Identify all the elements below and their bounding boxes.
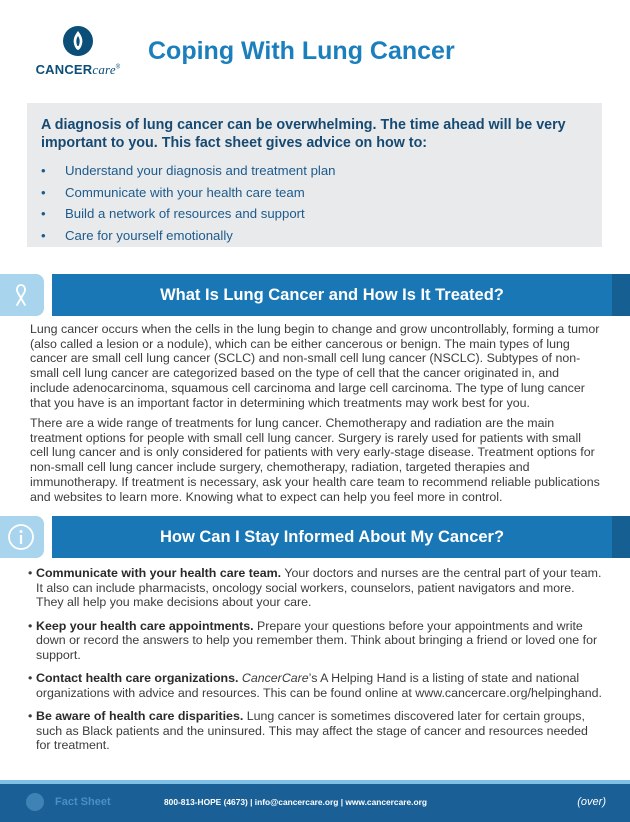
section-heading: How Can I Stay Informed About My Cancer? xyxy=(159,528,505,546)
tips-list xyxy=(28,566,604,761)
info-icon xyxy=(0,516,44,558)
page-title: Coping With Lung Cancer xyxy=(148,37,455,65)
footer-contact: 800-813-HOPE (4673) | info@cancercare.org | www.cancercare.org xyxy=(164,797,427,807)
footer-label: Fact Sheet xyxy=(55,796,111,808)
paragraph: Lung cancer occurs when the cells in the lung begin to change and grow uncontrollably, forming a tumor (also called a lesion or a nodule), which can be either cancerous or benign. The main types of lung cancer are small cell lung cancer (SCLC) and non-small cell lung cancer (NSCLC). Subtypes of non-small cell lung cancer are categorized based on the type of cell that the cancer originated in, and include adenocarcinoma, squamous cell carcinoma and large cell carcinoma. The type of lung cancer that you have is an important factor in determining which treatments may work best for you. xyxy=(30,322,600,410)
ribbon-icon xyxy=(0,274,44,316)
list-item: • Contact health care organizations. CancerCare’s A Helping Hand is a listing of state and national organizations with advice and resources. This can be found online at www.cancercare.org/helpinghand. xyxy=(28,671,604,700)
list-item: • Communicate with your health care team xyxy=(41,182,588,204)
section-header-lung-cancer xyxy=(0,274,630,316)
footer xyxy=(0,780,630,822)
fact-sheet-icon xyxy=(26,793,44,811)
list-item: • Be aware of health care disparities. Lung cancer is sometimes discovered later for certain groups, such as Black patients and the uninsured. This may affect the stage of cancer and resources needed for treatment. xyxy=(28,709,604,753)
list-item: • Understand your diagnosis and treatment plan xyxy=(41,160,588,182)
cancercare-logo xyxy=(26,26,130,78)
section-heading: What Is Lung Cancer and How Is It Treated? xyxy=(160,286,504,304)
section-band xyxy=(52,274,630,316)
list-item: • Care for yourself emotionally xyxy=(41,225,588,247)
logo-wordmark: CANCERcare® xyxy=(35,62,121,77)
list-item: • Communicate with your health care team. Your doctors and nurses are the central part of your team. It also can include pharmacists, oncology social workers, counselors, patient navigators and more. They all help you make decisions about your care. xyxy=(28,566,604,610)
intro-lead: A diagnosis of lung cancer can be overwhelming. The time ahead will be very important to you. This fact sheet gives advice on how to: xyxy=(41,117,566,151)
intro-list xyxy=(41,160,588,246)
intro-box xyxy=(27,103,602,247)
section-band xyxy=(52,516,630,558)
flame-icon xyxy=(63,26,93,56)
list-item: • Build a network of resources and support xyxy=(41,203,588,225)
footer-over: (over) xyxy=(577,796,606,808)
section-header-stay-informed xyxy=(0,516,630,558)
list-item: • Keep your health care appointments. Prepare your questions before your appointments and write down or record the answers to help you remember them. Think about bringing a friend or loved one for support. xyxy=(28,619,604,663)
paragraph: There are a wide range of treatments for lung cancer. Chemotherapy and radiation are the main treatment options for people with small cell lung cancer. Surgery is rarely used for patients with small cell lung cancer and is only considered for patients with very early-stage disease. Treatment options for non-small cell lung cancer include surgery, chemotherapy, radiation, targeted therapies and immunotherapy. If treatment is necessary, ask your health care team to recommend reliable publications and websites to learn more. Knowing what to expect can help you feel more in control. xyxy=(30,416,600,504)
